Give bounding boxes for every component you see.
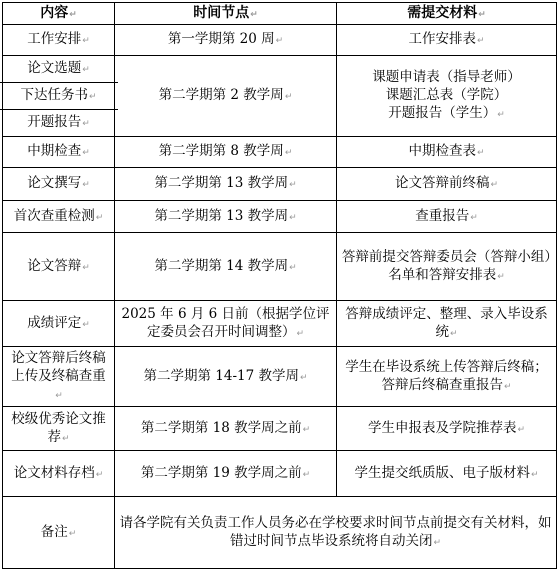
table-row (3, 301, 557, 347)
row-content-group (3, 56, 115, 137)
row-material: 查重报告↵ (337, 201, 557, 233)
table-row (3, 233, 557, 301)
row-material: 工作安排表↵ (337, 25, 557, 56)
row-time: 第二学期第 8 教学周↵ (115, 137, 337, 168)
header-material: 需提交材料↵ (337, 3, 557, 25)
schedule-table (2, 2, 557, 569)
row-material: 课题申请表（指导老师） 课题汇总表（学院） 开题报告（学生）↵ (337, 56, 557, 137)
row-time: 第二学期第 2 教学周↵ (115, 56, 337, 137)
table-row (3, 347, 557, 407)
row-material: 答辩前提交答辩委员会（答辩小组）名单和答辩安排表↵ (337, 233, 557, 301)
row-content: 校级优秀论文推荐↵ (3, 407, 115, 451)
note-text: 请各学院有关负责工作人员务必在学校要求时间节点前提交有关材料，如错过时间节点毕设系统将自动关闭↵ (115, 497, 557, 569)
row-material: 学生在毕设系统上传答辩后终稿；答辩后终稿查重报告↵ (337, 347, 557, 407)
row-material: 学生提交纸质版、电子版材料↵ (337, 451, 557, 497)
row-content: 中期检查↵ (3, 137, 115, 168)
note-row (3, 497, 557, 569)
row-material: 中期检查表↵ (337, 137, 557, 168)
row-content: 论文答辩后终稿上传及终稿查重↵ (3, 347, 115, 407)
table-row (3, 201, 557, 233)
row-time: 2025 年 6 月 6 日前（根据学位评定委员会召开时间调整）↵ (115, 301, 337, 347)
sub-item: 下达任务书↵ (0, 83, 118, 110)
row-content: 首次查重检测↵ (3, 201, 115, 233)
header-content: 内容↵ (3, 3, 115, 25)
row-material: 学生申报表及学院推荐表↵ (337, 407, 557, 451)
sub-item: 论文选题↵ (0, 56, 118, 83)
row-time: 第二学期第 19 教学周之前↵ (115, 451, 337, 497)
table-row (3, 451, 557, 497)
row-material: 论文答辩前终稿↵ (337, 168, 557, 201)
row-time: 第二学期第 14-17 教学周↵ (115, 347, 337, 407)
note-label: 备注↵ (3, 497, 115, 569)
sub-item: 开题报告↵ (27, 114, 90, 130)
row-time: 第二学期第 18 教学周之前↵ (115, 407, 337, 451)
row-time: 第二学期第 13 教学周↵ (115, 168, 337, 201)
table-row (3, 56, 557, 137)
row-content: 论文材料存档↵ (3, 451, 115, 497)
row-time: 第二学期第 13 教学周↵ (115, 201, 337, 233)
row-time: 第一学期第 20 周↵ (115, 25, 337, 56)
header-time: 时间节点↵ (115, 3, 337, 25)
row-time: 第二学期第 14 教学周↵ (115, 233, 337, 301)
header-row (3, 3, 557, 25)
table-row (3, 407, 557, 451)
row-material: 答辩成绩评定、整理、录入毕设系统↵ (337, 301, 557, 347)
row-content: 论文答辩↵ (3, 233, 115, 301)
table-row (3, 137, 557, 168)
row-content: 工作安排↵ (3, 25, 115, 56)
table-row (3, 168, 557, 201)
table-row (3, 25, 557, 56)
row-content: 成绩评定↵ (3, 301, 115, 347)
row-content: 论文撰写↵ (3, 168, 115, 201)
